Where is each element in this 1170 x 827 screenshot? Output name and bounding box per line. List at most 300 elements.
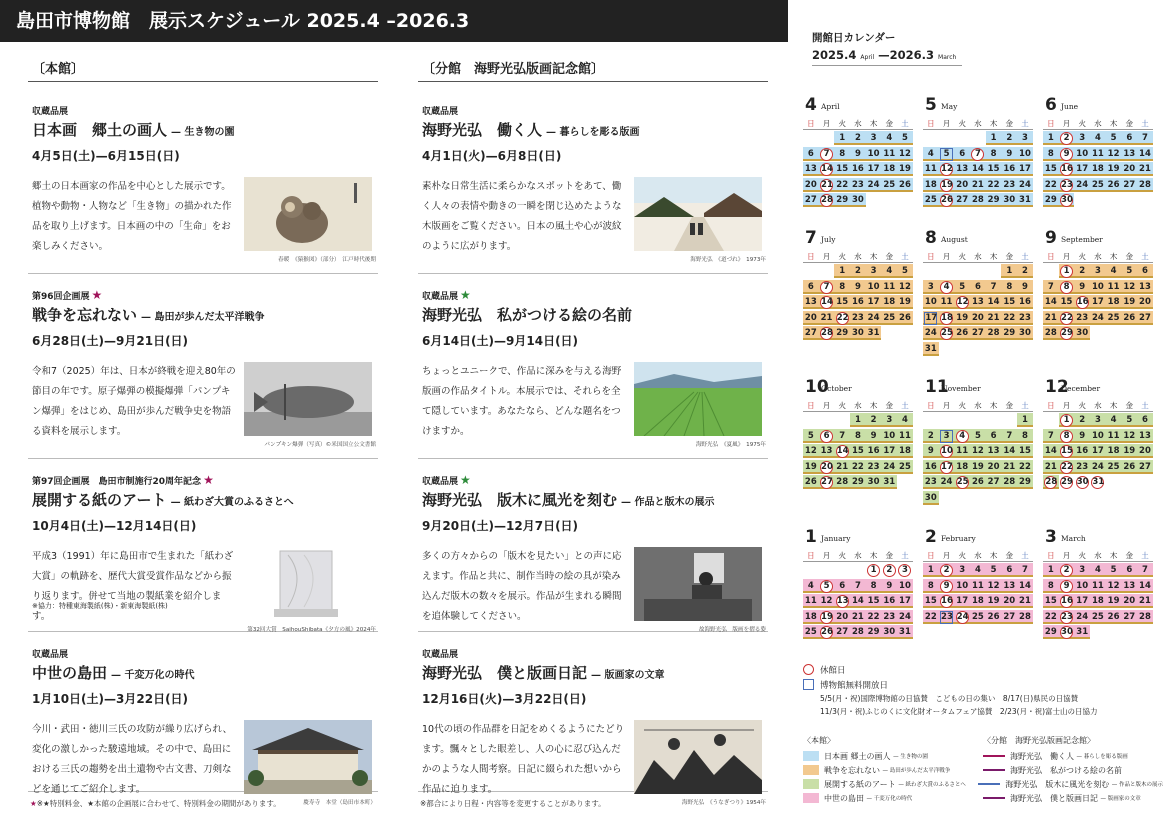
calendar-day: 11: [924, 164, 937, 174]
calendar-day: 2: [850, 264, 866, 278]
calendar-month: [1043, 527, 1153, 640]
exhibit-image: [634, 362, 762, 436]
calendar-day: 24: [1076, 611, 1089, 622]
calendar-day: 21: [1019, 596, 1031, 606]
calendar-day: 2: [923, 429, 939, 443]
calendar-day: 21: [851, 611, 864, 622]
exhibit-card: [418, 459, 768, 632]
weekday-label: 月: [822, 551, 831, 560]
exhibit-label: 収蔵品展 ★: [422, 288, 471, 302]
main-museum-column: [28, 58, 378, 82]
calendar-day: 12: [804, 446, 817, 456]
calendar-month: [803, 228, 913, 341]
exhibit-title: 海野光弘 私がつける絵の名前: [422, 306, 633, 324]
weekday-label: 水: [974, 119, 982, 128]
calendar-day: 28: [1139, 611, 1151, 622]
calendar-day: 28: [971, 195, 984, 205]
exhibit-subtitle: — 千変万化の時代: [111, 670, 195, 681]
legend-row: 戦争を忘れない — 島田が歩んだ太平洋戦争 海野光弘 私がつける絵の名前: [803, 763, 1163, 777]
calendar-day: 12: [899, 148, 911, 159]
legend-swatch: [803, 779, 819, 789]
weekday-header: [923, 550, 1033, 562]
month-number: 10: [805, 377, 829, 397]
calendar-day: 20: [1123, 164, 1136, 174]
calendar-day: 1: [834, 264, 850, 278]
calendar-day: 14: [971, 164, 984, 174]
page-header: [0, 0, 788, 42]
weekday-label: 月: [1062, 401, 1071, 410]
calendar-day: 5: [1121, 413, 1137, 427]
calendar-day: 1: [1043, 563, 1059, 577]
calendar-days: [1043, 130, 1153, 208]
month-number: 1: [805, 527, 817, 547]
weekday-header: [1043, 400, 1153, 412]
exhibit-label: 収蔵品展: [32, 650, 69, 660]
exhibit-label: 第97回企画展 島田市制施行20周年記念 ★: [32, 473, 214, 487]
calendar-day: 22: [834, 311, 850, 325]
calendar-day: 22: [924, 611, 937, 622]
calendar-days: [1043, 412, 1153, 490]
calendar-day: 8: [1059, 280, 1075, 294]
calendar-day: 1: [866, 563, 882, 577]
weekday-label: 金: [1125, 252, 1134, 261]
calendar-day: 22: [1044, 611, 1057, 622]
calendar-day: 11: [971, 580, 984, 591]
calendar-day: 9: [939, 579, 955, 593]
calendar-day: 10: [867, 148, 880, 159]
calendar-day: 1: [923, 563, 939, 577]
calendar-day: 4: [1106, 264, 1122, 278]
calendar-day: 30: [1076, 477, 1089, 487]
calendar-day: 12: [939, 162, 955, 176]
calendar-day: 29: [867, 627, 880, 637]
calendar-day: 25: [971, 611, 984, 622]
weekday-label: 水: [1094, 252, 1102, 261]
calendar-day: 6: [834, 579, 850, 593]
calendar-day: 7: [850, 579, 866, 593]
calendar-day: 3: [1017, 131, 1033, 145]
calendar-range: 2025.4 April —2026.3 March: [812, 48, 962, 66]
calendar-day: 17: [883, 446, 896, 456]
calendar-day: 26: [804, 477, 817, 487]
calendar-day: 14: [819, 162, 835, 176]
calendar-day: 28: [836, 477, 849, 487]
weekday-label: 土: [1141, 252, 1149, 261]
calendar-day: 26: [971, 477, 984, 487]
calendar-day: 12: [971, 446, 984, 456]
calendar-day: 15: [836, 297, 849, 307]
legend-main-title: 〈本館〉: [803, 736, 835, 745]
weekday-label: 金: [1005, 401, 1014, 410]
exhibit-caption: 海野光弘 《道づれ》 1973年: [690, 257, 766, 263]
exhibit-subtitle: — 版画家の文章: [591, 670, 665, 681]
exhibit-caption: 慶寿寺 本堂（島田市本町）: [303, 800, 376, 806]
calendar-day: 30: [1059, 193, 1075, 207]
calendar-day: 20: [804, 312, 817, 323]
calendar-day: 22: [1019, 461, 1031, 472]
exhibit-title: 海野光弘 版木に風光を刻む — 作品と版木の展示: [422, 491, 715, 509]
weekday-label: 火: [838, 119, 846, 128]
calendar-day: 7: [1137, 131, 1153, 145]
calendar-day: 25: [1107, 312, 1120, 323]
month-number: 6: [1045, 95, 1057, 115]
calendar-day: 16: [924, 461, 937, 472]
weekday-label: 木: [1109, 252, 1118, 261]
calendar-day: 13: [987, 446, 1000, 456]
calendar-day: 30: [867, 477, 880, 487]
calendar-day: 1: [850, 413, 866, 427]
calendar-day: 24: [867, 179, 880, 190]
exhibit-title: 海野光弘 働く人 — 暮らしを彫る版画: [422, 121, 640, 139]
exhibit-caption: 春暖 《猿猴図》（部分） 江戸時代後期: [278, 257, 376, 263]
weekday-label: 火: [958, 551, 966, 560]
calendar-day: 11: [899, 430, 911, 441]
calendar-day: 18: [883, 164, 896, 174]
calendar-days: [923, 263, 1033, 356]
calendar-day: 27: [956, 195, 969, 205]
calendar-day: 14: [1044, 297, 1057, 307]
calendar-day: 16: [1003, 164, 1016, 174]
calendar-day: 14: [1019, 580, 1031, 591]
calendar-day: 21: [836, 461, 849, 472]
calendar-day: 10: [1019, 148, 1031, 159]
calendar-day: 25: [954, 475, 970, 489]
month-name: October: [821, 384, 852, 393]
calendar-day: 25: [924, 195, 937, 205]
weekday-label: 水: [974, 551, 982, 560]
weekday-label: 金: [885, 551, 894, 560]
calendar-day: 8: [866, 579, 882, 593]
calendar-day: 17: [899, 596, 911, 606]
exhibit-card: [28, 459, 378, 632]
calendar-day: 15: [1003, 297, 1016, 307]
calendar-day: 26: [899, 179, 911, 190]
calendar-day: 3: [954, 563, 970, 577]
exhibit-date: 6月28日(土)—9月21日(日): [32, 334, 189, 348]
calendar-day: 5: [1106, 563, 1122, 577]
calendar-day: 9: [866, 429, 882, 443]
calendar-day: 28: [987, 328, 1000, 338]
weekday-label: 木: [989, 401, 998, 410]
calendar-day: 17: [923, 311, 939, 325]
calendar-day: 10: [867, 281, 880, 292]
calendar-day: 4: [881, 264, 897, 278]
month-number: 12: [1045, 377, 1069, 397]
calendar-day: 24: [1091, 312, 1104, 323]
calendar-day: 17: [1019, 164, 1031, 174]
weekday-label: 火: [1078, 401, 1086, 410]
calendar-day: 23: [851, 179, 864, 190]
calendar-day: 1: [1059, 264, 1075, 278]
weekday-label: 日: [1047, 252, 1055, 261]
calendar-day: 10: [1076, 580, 1089, 591]
calendar-day: 9: [1059, 147, 1075, 161]
exhibit-date: 10月4日(土)—12月14日(日): [32, 519, 197, 533]
calendar-day: 14: [1139, 148, 1151, 159]
weekday-label: 土: [1141, 119, 1149, 128]
weekday-label: 土: [901, 551, 909, 560]
calendar-day: 11: [1107, 430, 1120, 441]
free-day-icon: [803, 679, 814, 690]
weekday-label: 水: [1094, 119, 1102, 128]
calendar-day: 7: [834, 429, 850, 443]
calendar-day: 3: [1074, 131, 1090, 145]
calendar-day: 25: [883, 179, 896, 190]
calendar-day: 5: [803, 429, 819, 443]
calendar-day: 9: [1017, 280, 1033, 294]
calendar-day: 8: [1059, 429, 1075, 443]
calendar-day: 6: [1121, 563, 1137, 577]
exhibit-description: 素朴な日常生活に柔らかなスポットをあて、働く人々の表情や動きの一瞬を閉じ込めたような木版画をご覧ください。日本の風土や心が波紋のように広がります。: [422, 181, 622, 252]
calendar-day: 5: [819, 579, 835, 593]
calendar-day: 27: [804, 328, 817, 338]
exhibit-description: 10代の頃の作品群を日記をめくるようにたどります。飄々とした眼差し、人の心に忍び込んだかのような人間考察。日記に綴られた想いから作品に迫ります。: [422, 724, 625, 795]
calendar-day: 13: [956, 164, 969, 174]
weekday-label: 木: [1109, 551, 1118, 560]
month-number: 8: [925, 228, 937, 248]
calendar-day: 2: [939, 563, 955, 577]
calendar-day: 23: [1059, 610, 1075, 624]
exhibit-description: 令和7（2025）年は、日本が終戦を迎え80年の節目の年です。原子爆弾の模擬爆弾「パンプキン爆弾」をはじめ、島田が歩んだ戦争史を物語る資料を展示します。: [32, 366, 236, 437]
calendar-day: 2: [881, 563, 897, 577]
calendar-day: 21: [971, 179, 984, 190]
month-name: February: [941, 534, 976, 543]
calendar-day: 9: [881, 579, 897, 593]
exhibit-title: 中世の島田 — 千変万化の時代: [32, 664, 195, 682]
calendar-day: 16: [883, 596, 896, 606]
weekday-label: 金: [1005, 119, 1014, 128]
calendar-day: 3: [939, 429, 955, 443]
calendar-day: 10: [1091, 281, 1104, 292]
exhibit-label: 収蔵品展: [32, 107, 69, 117]
calendar-day: 24: [867, 312, 880, 323]
calendar-day: 21: [1044, 461, 1057, 472]
calendar-day: 15: [1044, 596, 1057, 606]
calendar-day: 8: [1043, 147, 1059, 161]
free-day-note: 5/5(月・祝)国際博物館の日協賛 こどもの日の集い 8/17(日)県民の日協賛: [820, 694, 1079, 703]
calendar-day: 14: [1139, 580, 1151, 591]
weekday-label: 月: [822, 252, 831, 261]
calendar-day: 5: [897, 131, 913, 145]
exhibit-date: 1月10日(土)—3月22日(日): [32, 692, 189, 706]
exhibit-subtitle: — 作品と版木の展示: [621, 497, 715, 508]
calendar-days: [1043, 263, 1153, 341]
weekday-label: 土: [1141, 401, 1149, 410]
weekday-label: 金: [885, 401, 894, 410]
weekday-label: 土: [901, 252, 909, 261]
calendar-day: 7: [1001, 429, 1017, 443]
weekday-label: 木: [869, 401, 878, 410]
calendar-day: 27: [1003, 611, 1016, 622]
calendar-day: 23: [1076, 312, 1089, 323]
calendar-month: [1043, 377, 1153, 490]
weekday-label: 水: [974, 401, 982, 410]
calendar-day: 29: [1061, 477, 1073, 487]
calendar-day: 30: [1003, 195, 1016, 205]
calendar-day: 23: [1019, 312, 1031, 323]
calendar-day: 29: [1019, 477, 1031, 487]
month-name: August: [941, 235, 968, 244]
calendar-month: [803, 377, 913, 490]
calendar-day: 13: [820, 446, 833, 456]
star-icon: ★: [30, 799, 37, 808]
weekday-label: 土: [901, 119, 909, 128]
calendar-day: 28: [1044, 328, 1057, 338]
calendar-day: 9: [1074, 429, 1090, 443]
calendar-day: 25: [804, 627, 817, 637]
weekday-label: 金: [1125, 551, 1134, 560]
weekday-label: 月: [942, 252, 951, 261]
calendar-day: 20: [804, 179, 817, 190]
calendar-day: 2: [850, 131, 866, 145]
calendar-day: 11: [956, 446, 969, 456]
calendar-days: [803, 562, 913, 640]
calendar-day: 28: [1139, 179, 1151, 190]
calendar-day: 31: [867, 328, 880, 338]
calendar-day: 13: [1139, 281, 1151, 292]
calendar-day: 30: [924, 492, 937, 503]
month-number: 4: [805, 95, 817, 115]
calendar-day: 15: [1059, 444, 1075, 458]
exhibit-title: 海野光弘 僕と版画日記 — 版画家の文章: [422, 664, 665, 682]
calendar-day: 17: [1076, 164, 1089, 174]
month-number: 3: [1045, 527, 1057, 547]
calendar-day: 26: [956, 328, 969, 338]
weekday-label: 木: [1109, 401, 1118, 410]
calendar-day: 14: [1044, 446, 1057, 456]
calendar-day: 5: [986, 563, 1002, 577]
section-title-main: 〔本館〕: [28, 58, 378, 82]
weekday-label: 金: [1125, 119, 1134, 128]
legend-line: [983, 797, 1005, 799]
calendar-day: 19: [939, 178, 955, 192]
calendar-day: 17: [1091, 297, 1104, 307]
calendar-day: 13: [804, 297, 817, 307]
calendar-day: 18: [939, 311, 955, 325]
calendar-day: 10: [1076, 148, 1089, 159]
calendar-day: 9: [1059, 579, 1075, 593]
calendar-day: 23: [883, 611, 896, 622]
weekday-label: 月: [942, 401, 951, 410]
calendar-day: 12: [1123, 430, 1136, 441]
calendar-month: [803, 95, 913, 208]
calendar-day: 31: [1019, 195, 1031, 205]
calendar-days: [803, 130, 913, 208]
calendar-day: 25: [883, 312, 896, 323]
calendar-day: 16: [1059, 594, 1075, 608]
calendar-day: 26: [1107, 179, 1120, 190]
calendar-day: 3: [1090, 413, 1106, 427]
exhibit-date: 9月20日(土)—12月7日(日): [422, 519, 579, 533]
weekday-label: 土: [1021, 252, 1029, 261]
calendar-day: 25: [1091, 179, 1104, 190]
calendar-day: 8: [834, 147, 850, 161]
weekday-label: 日: [807, 252, 815, 261]
calendar-day: 27: [1123, 179, 1136, 190]
calendar-day: 23: [851, 312, 864, 323]
exhibit-image: [634, 547, 762, 621]
calendar-day: 13: [971, 297, 984, 307]
calendar-day: 29: [1044, 627, 1057, 637]
calendar-day: 1: [1001, 264, 1017, 278]
weekday-header: [923, 251, 1033, 263]
weekday-header: [1043, 550, 1153, 562]
calendar-day: 12: [1123, 281, 1136, 292]
exhibit-subtitle: — 暮らしを彫る版画: [546, 127, 640, 138]
calendar-day: 23: [867, 461, 880, 472]
calendar-day: 16: [867, 446, 880, 456]
calendar-day: 29: [1059, 326, 1075, 340]
calendar-day: 27: [1139, 312, 1151, 323]
calendar-day: 19: [804, 461, 817, 472]
weekday-label: 日: [927, 401, 935, 410]
calendar-day: 5: [1121, 264, 1137, 278]
calendar-day: 17: [867, 297, 880, 307]
calendar-day: 2: [1074, 413, 1090, 427]
closed-day-icon: [803, 664, 814, 675]
calendar-day: 19: [956, 312, 969, 323]
weekday-label: 木: [989, 119, 998, 128]
weekday-label: 日: [807, 119, 815, 128]
exhibit-label: 収蔵品展: [422, 107, 459, 117]
weekday-label: 金: [1005, 252, 1014, 261]
weekday-label: 日: [927, 119, 935, 128]
calendar-day: 21: [1044, 312, 1057, 323]
calendar-month: [1043, 95, 1153, 208]
calendar-day: 15: [851, 446, 864, 456]
calendar-day: 7: [1017, 563, 1033, 577]
calendar-day: 23: [924, 477, 937, 487]
calendar-day: 6: [986, 429, 1002, 443]
calendar-day: 1: [834, 131, 850, 145]
exhibit-image: [244, 547, 372, 621]
exhibit-title: 戦争を忘れない — 島田が歩んだ太平洋戦争: [32, 306, 265, 324]
exhibit-description: 今川・武田・徳川三氏の攻防が繰り広げられ、変化の激しかった駿遠地域。その中で、島田における三氏の趨勢を出土遺物や古文書、刀剣などを通じてご紹介します。: [32, 724, 233, 795]
calendar-day: 17: [867, 164, 880, 174]
calendar-day: 14: [834, 444, 850, 458]
calendar-day: 2: [866, 413, 882, 427]
exhibit-title: 展開する紙のアート — 紙わざ大賞のふるさとへ: [32, 491, 294, 509]
calendar-day: 6: [1137, 413, 1153, 427]
legend-swatch: [803, 793, 819, 803]
calendar-day: 15: [1044, 164, 1057, 174]
calendar-day: 3: [923, 280, 939, 294]
month-name: November: [941, 384, 981, 393]
calendar-day: 28: [1019, 611, 1031, 622]
calendar-day: 21: [1139, 596, 1151, 606]
section-title-branch: 〔分館 海野光弘版画記念館〕: [418, 58, 768, 82]
calendar-day: 31: [899, 627, 911, 637]
calendar-day: 14: [851, 596, 864, 606]
calendar-day: 1: [1043, 131, 1059, 145]
calendar-day: 20: [836, 611, 849, 622]
calendar-day: 15: [924, 596, 937, 606]
exhibit-caption: パンプキン爆弾（写真）©米国国立公文書館: [264, 442, 376, 448]
calendar-day: 29: [1044, 195, 1057, 205]
calendar-day: 9: [850, 147, 866, 161]
calendar-day: 9: [923, 444, 939, 458]
calendar-day: 19: [1107, 596, 1120, 606]
calendar-day: 22: [1003, 312, 1016, 323]
weekday-label: 金: [885, 119, 894, 128]
calendar-day: 12: [899, 281, 911, 292]
calendar-day: 31: [1092, 477, 1105, 487]
calendar-day: 18: [1091, 164, 1104, 174]
calendar-days: [803, 412, 913, 490]
calendar-day: 25: [1107, 461, 1120, 472]
calendar-day: 13: [804, 164, 817, 174]
weekday-label: 金: [1125, 401, 1134, 410]
